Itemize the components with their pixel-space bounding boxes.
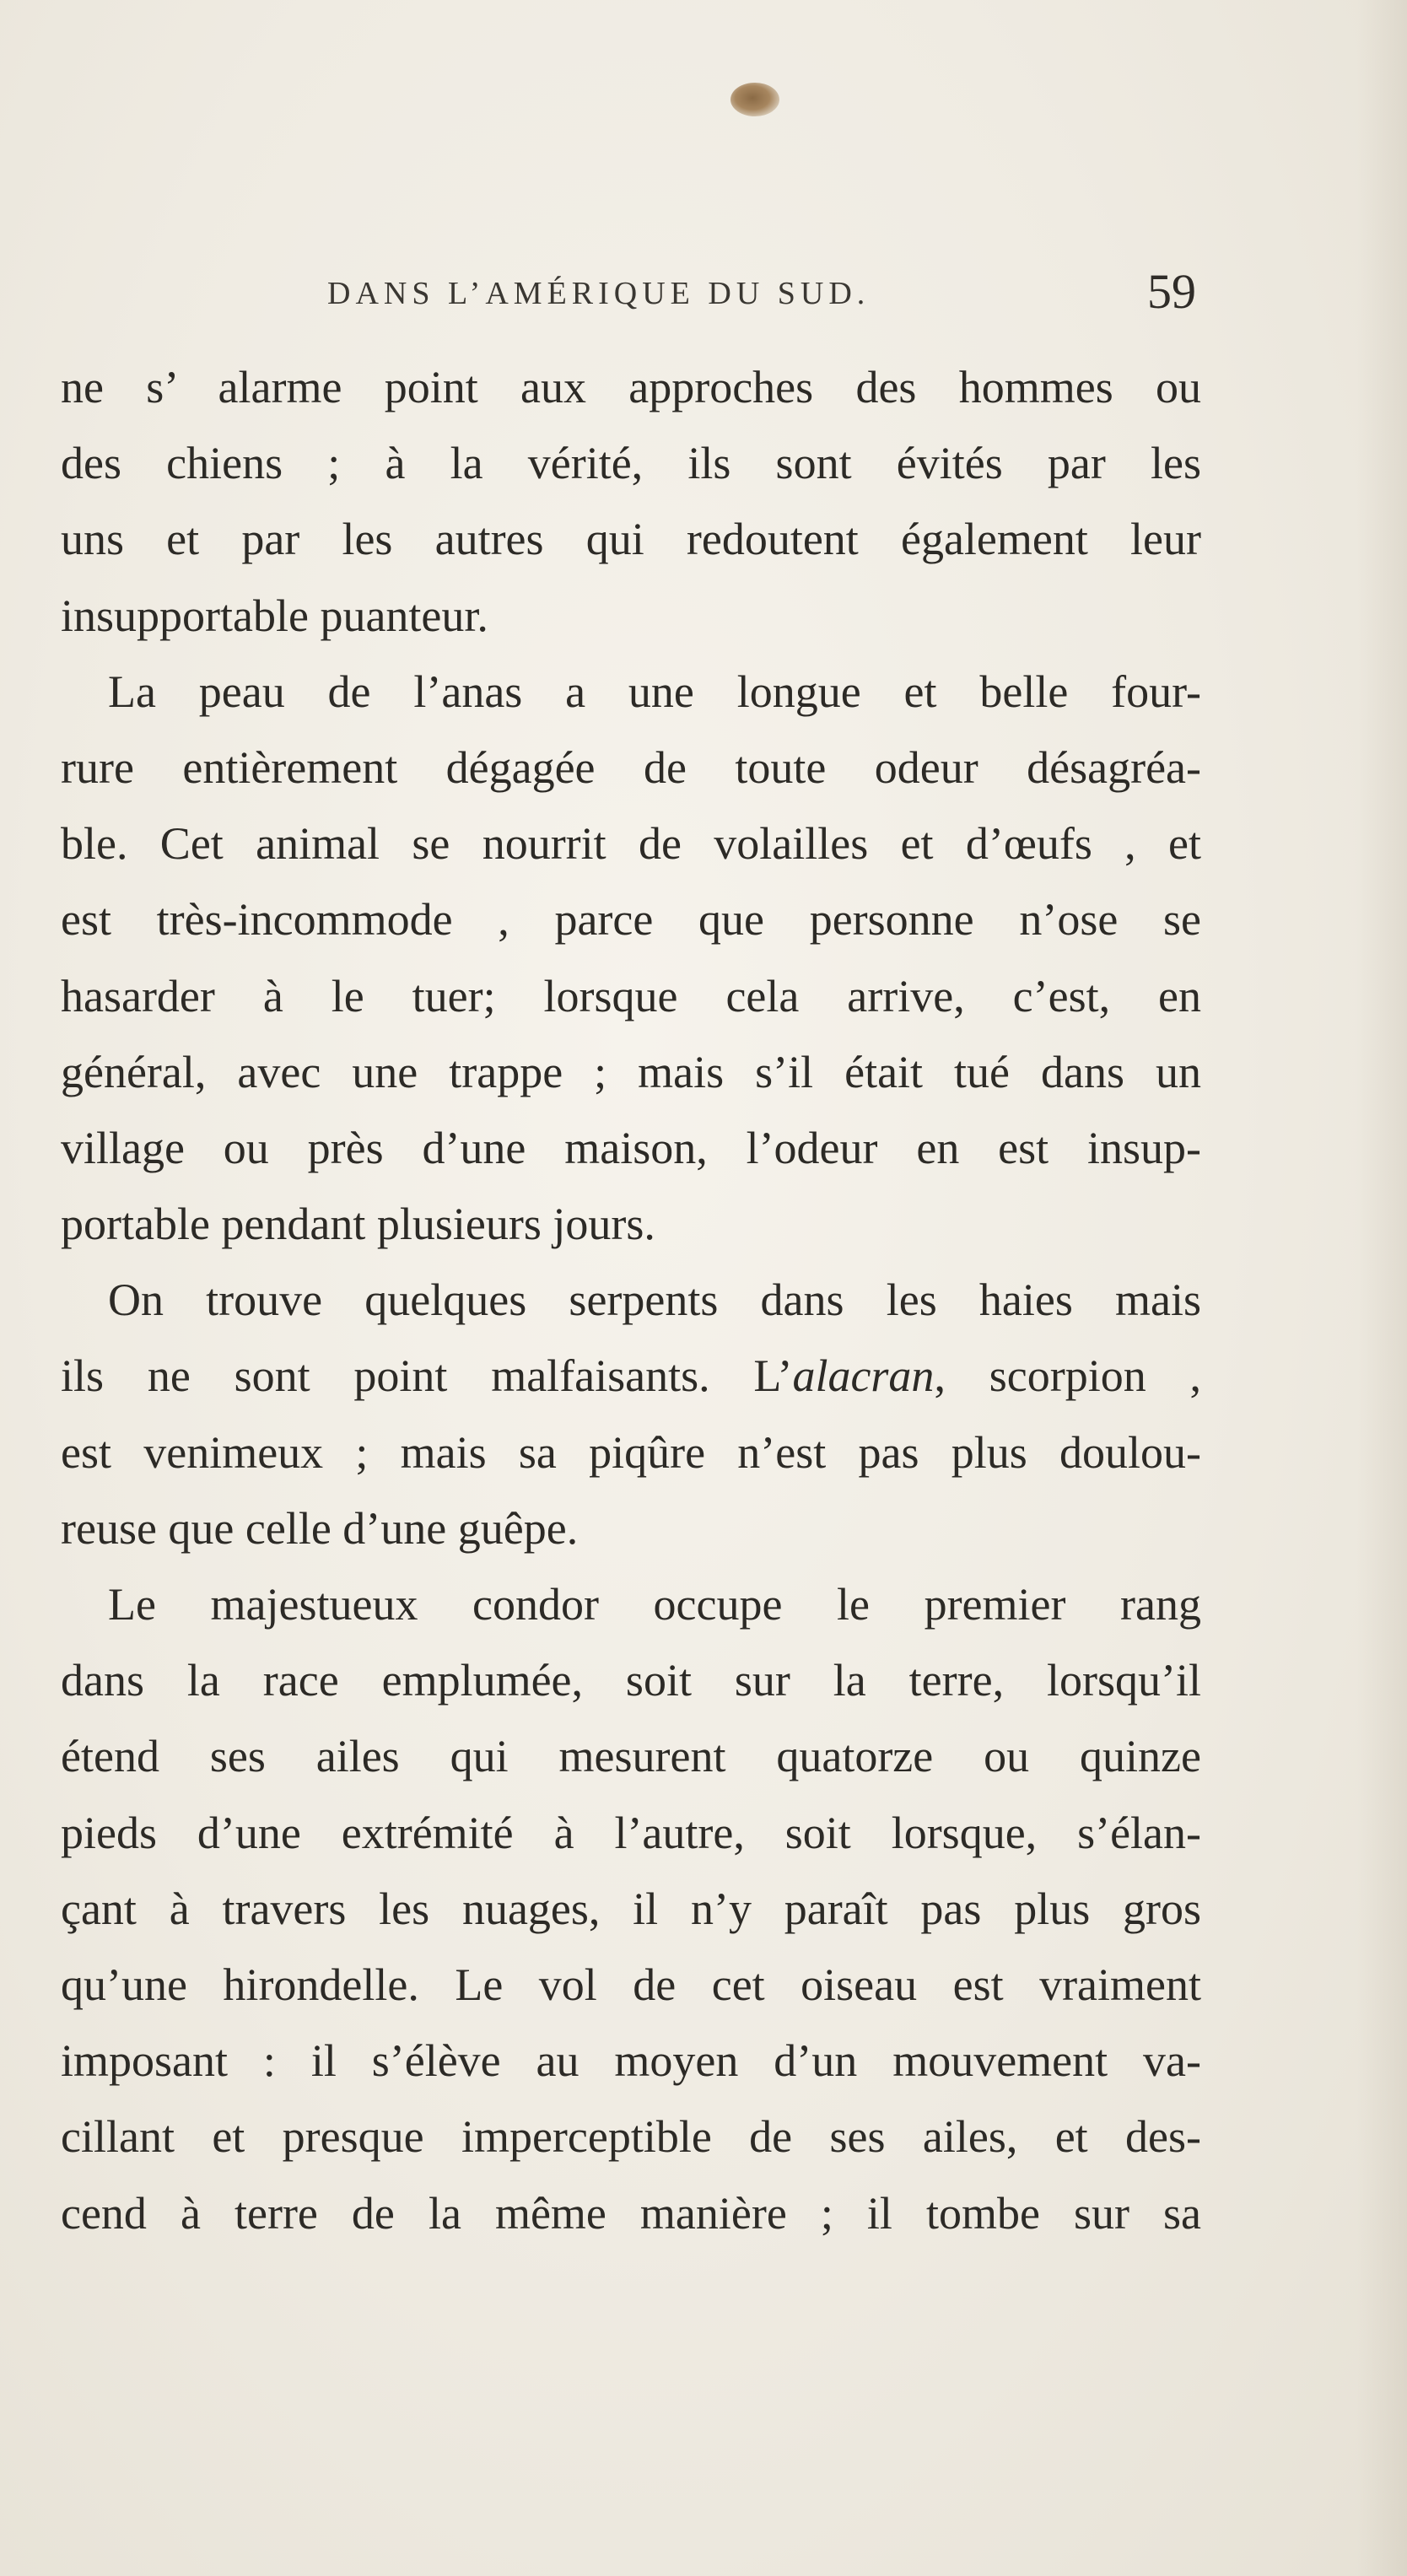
- text-line: est très-incommode , parce que personne n’ose se: [61, 894, 1201, 946]
- page-number: 59: [1147, 264, 1196, 319]
- text-line: insupportable puanteur.: [61, 590, 488, 641]
- text-line: cend à terre de la même manière ; il tombe sur sa: [61, 2187, 1201, 2239]
- text-line: portable pendant plusieurs jours.: [61, 1199, 655, 1250]
- text-line: étend ses ailes qui mesurent quatorze ou quinze: [61, 1731, 1201, 1782]
- text-line: imposant : il s’élève au moyen d’un mouvement va-: [61, 2035, 1201, 2087]
- text-line: [61, 1338, 1201, 1414]
- body-text: [61, 349, 1201, 2251]
- page-header: [327, 264, 1196, 319]
- italic-term: alacran: [792, 1350, 935, 1402]
- text-line: est venimeux ; mais sa piqûre n’est pas plus doulou-: [61, 1426, 1201, 1478]
- text-line: On trouve quelques serpents dans les haies mais: [108, 1275, 1201, 1326]
- text-segment: , scorpion ,: [934, 1350, 1201, 1402]
- running-title: DANS L’AMÉRIQUE DU SUD.: [327, 276, 871, 311]
- text-line: çant à travers les nuages, il n’y paraît pas plus gros: [61, 1883, 1201, 1934]
- text-line: La peau de l’anas a une longue et belle four-: [108, 666, 1201, 717]
- text-line: uns et par les autres qui redoutent également leur: [61, 514, 1201, 565]
- text-line: cillant et presque imperceptible de ses ailes, et des-: [61, 2111, 1201, 2163]
- text-line: général, avec une trappe ; mais s’il était tué dans un: [61, 1046, 1201, 1097]
- text-line: Le majestueux condor occupe le premier rang: [108, 1579, 1201, 1630]
- text-line: reuse que celle d’une guêpe.: [61, 1502, 579, 1554]
- text-line: pieds d’une extrémité à l’autre, soit lorsque, s’élan-: [61, 1807, 1201, 1858]
- text-line: dans la race emplumée, soit sur la terre, lorsqu’il: [61, 1655, 1201, 1706]
- text-segment: ils ne sont point malfaisants. L’: [61, 1350, 793, 1402]
- text-line: ne s’ alarme point aux approches des hommes ou: [61, 362, 1201, 412]
- text-line: qu’une hirondelle. Le vol de cet oiseau est vraiment: [61, 1959, 1201, 2010]
- ink-stain: [730, 83, 779, 116]
- text-line: rure entièrement dégagée de toute odeur désagréa-: [61, 741, 1201, 793]
- text-line: village ou près d’une maison, l’odeur en est insup-: [61, 1122, 1201, 1173]
- text-line: des chiens ; à la vérité, ils sont évités par les: [61, 438, 1201, 489]
- page-edge-shadow: [1356, 0, 1407, 2576]
- text-line: hasarder à le tuer; lorsque cela arrive, c’est, en: [61, 970, 1201, 1021]
- text-line: ble. Cet animal se nourrit de volailles et d’œufs , et: [61, 818, 1201, 870]
